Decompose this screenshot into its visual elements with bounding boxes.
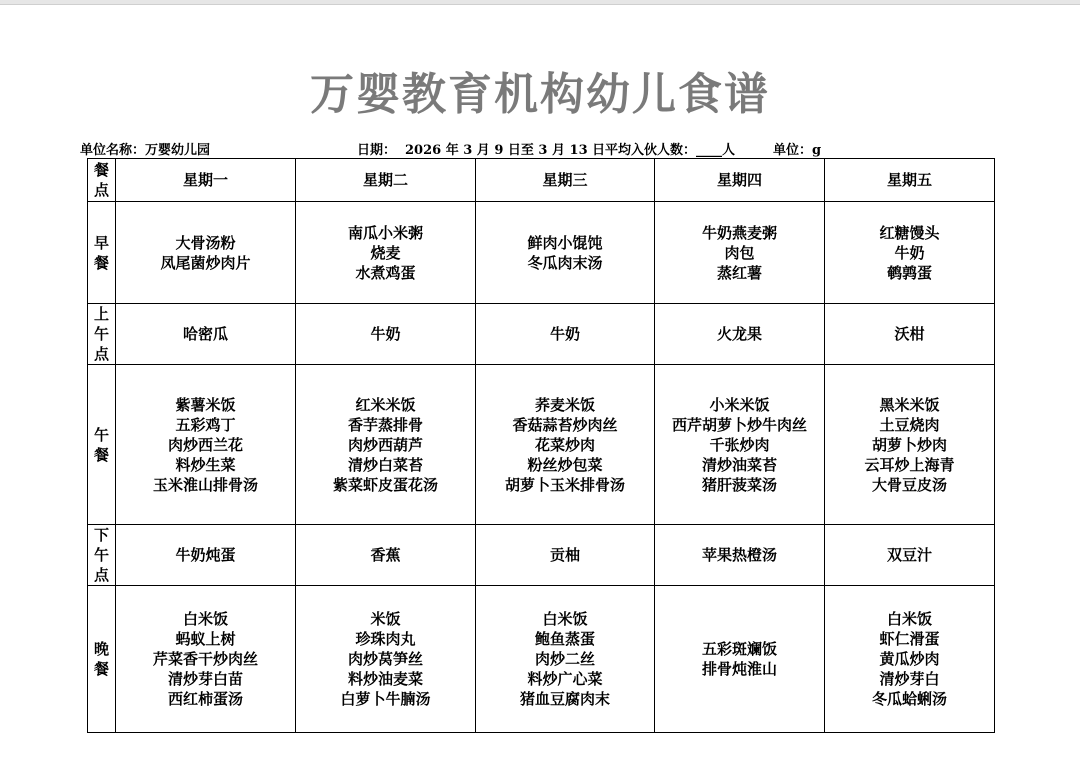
- dish-item: 西芹胡萝卜炒牛肉丝: [671, 415, 807, 434]
- menu-cell: [296, 525, 476, 586]
- dish-item: 香蕉: [370, 546, 401, 564]
- menu-cell: [476, 202, 655, 304]
- dish-item: 清炒芽白苗: [167, 670, 243, 688]
- dish-item: 清炒芽白: [879, 670, 940, 688]
- date-label: 日期：: [357, 143, 397, 158]
- dish-item: 苹果热橙汤: [701, 546, 777, 564]
- dish-item: 冬瓜肉末汤: [527, 253, 603, 272]
- dish-item: 胡萝卜炒肉: [871, 435, 947, 454]
- dish-item: 大骨汤粉: [175, 233, 236, 252]
- cell-line: 点: [93, 181, 109, 199]
- dish-item: 沃柑: [894, 325, 925, 343]
- day-header-wednesday: 星期三: [476, 159, 655, 202]
- meal-row: [88, 202, 995, 304]
- dish-item: 牛奶燕麦粥: [701, 223, 777, 242]
- menu-cell: [655, 365, 825, 525]
- meal-label-char: 早: [93, 233, 109, 252]
- menu-cell: [825, 525, 995, 586]
- meal-label-char: 下: [93, 526, 109, 544]
- dish-item: 肉炒西葫芦: [347, 435, 423, 454]
- dish-item: 牛奶: [549, 325, 580, 343]
- menu-cell: [476, 525, 655, 586]
- dish-item: 鹌鹑蛋: [886, 263, 932, 282]
- dish-item: 火龙果: [716, 325, 762, 343]
- dish-item: 香芋蒸排骨: [347, 415, 423, 434]
- meal-column-header: [88, 159, 116, 202]
- dish-item: 珍珠肉丸: [355, 630, 416, 648]
- menu-table: [87, 158, 995, 733]
- dish-item: 米饭: [370, 610, 401, 628]
- dish-item: 贡柚: [549, 546, 580, 564]
- dish-item: 胡萝卜玉米排骨汤: [504, 475, 625, 494]
- dish-item: 红糖馒头: [879, 223, 940, 242]
- menu-cell: [825, 586, 995, 733]
- page-title: 万婴教育机构幼儿食谱: [310, 69, 770, 120]
- menu-cell: [825, 304, 995, 365]
- dish-item: 凤尾菌炒肉片: [160, 253, 251, 272]
- dish-item: 猪肝菠菜汤: [701, 475, 777, 494]
- meal-label-cell: [88, 586, 116, 733]
- unit-name: 单位名称：万婴幼儿园: [80, 143, 211, 158]
- dish-item: 牛奶: [894, 243, 925, 262]
- meal-label-char: 午: [93, 425, 109, 444]
- dish-item: 哈密瓜: [182, 325, 228, 343]
- dish-item: 水煮鸡蛋: [355, 263, 416, 282]
- dish-item: 虾仁滑蛋: [879, 630, 940, 648]
- meal-label-cell: [88, 304, 116, 365]
- dish-item: 白米饭: [182, 610, 228, 628]
- meal-label-char: 午: [93, 546, 109, 564]
- dish-item: 双豆汁: [886, 546, 932, 564]
- dish-item: 五彩斑斓饭: [701, 640, 777, 658]
- dish-item: 猪血豆腐肉末: [519, 690, 610, 708]
- top-border: [0, 0, 1080, 5]
- meal-label-char: 午: [93, 325, 109, 343]
- meal-label-cell: [88, 525, 116, 586]
- dish-item: 大骨豆皮汤: [871, 475, 947, 494]
- dish-item: 鲍鱼蒸蛋: [534, 630, 595, 648]
- dish-item: 白米饭: [886, 610, 932, 628]
- meal-label-char: 上: [93, 305, 109, 323]
- meal-label-char: 餐: [93, 660, 109, 678]
- day-header-friday: 星期五: [825, 159, 995, 202]
- unit-measure: 单位：g: [773, 143, 822, 158]
- dish-item: 料炒油麦菜: [347, 670, 423, 688]
- dish-item: 肉炒西兰花: [167, 435, 243, 454]
- dish-item: 排骨炖淮山: [701, 660, 777, 678]
- dish-item: 黑米米饭: [879, 395, 940, 414]
- dish-item: 牛奶: [370, 325, 401, 343]
- dish-item: 玉米淮山排骨汤: [152, 475, 258, 494]
- dish-item: 白米饭: [542, 610, 588, 628]
- menu-cell: [825, 202, 995, 304]
- menu-cell: [116, 365, 296, 525]
- dish-item: 料炒广心菜: [527, 670, 603, 688]
- dish-item: 蒸红薯: [716, 263, 762, 282]
- dish-item: 肉包: [724, 243, 755, 262]
- dish-item: 芹菜香干炒肉丝: [152, 650, 258, 668]
- dish-item: 紫菜虾皮蛋花汤: [332, 475, 438, 494]
- dish-item: 清炒白菜苔: [347, 455, 423, 474]
- dish-item: 肉炒二丝: [534, 650, 595, 668]
- dish-item: 黄瓜炒肉: [879, 650, 940, 668]
- dish-item: 土豆烧肉: [879, 415, 940, 434]
- meal-row: [88, 525, 995, 586]
- menu-cell: [296, 304, 476, 365]
- meal-label-char: 晚: [93, 640, 109, 658]
- menu-cell: [476, 304, 655, 365]
- menu-cell: [655, 304, 825, 365]
- meal-label-cell: [88, 202, 116, 304]
- dish-item: 牛奶炖蛋: [175, 546, 236, 564]
- menu-cell: [655, 202, 825, 304]
- menu-cell: [296, 586, 476, 733]
- menu-cell: [116, 525, 296, 586]
- dish-item: 紫薯米饭: [175, 395, 236, 414]
- dish-item: 冬瓜蛤蜊汤: [871, 690, 947, 708]
- menu-cell: [825, 365, 995, 525]
- dish-item: 千张炒肉: [709, 435, 770, 454]
- dish-item: 蚂蚁上树: [175, 630, 236, 648]
- meal-label-char: 点: [93, 345, 109, 363]
- meal-row: [88, 586, 995, 733]
- meal-label-cell: [88, 365, 116, 525]
- dish-item: 鲜肉小馄饨: [527, 233, 603, 252]
- menu-cell: [476, 365, 655, 525]
- dish-item: 白萝卜牛腩汤: [340, 690, 431, 708]
- dish-item: 粉丝炒包菜: [527, 455, 603, 474]
- dish-item: 香菇蒜苔炒肉丝: [512, 415, 618, 434]
- meal-label-char: 点: [93, 566, 109, 584]
- meal-row: [88, 304, 995, 365]
- menu-cell: [116, 586, 296, 733]
- cell-line: 餐: [93, 161, 109, 179]
- menu-cell: [655, 586, 825, 733]
- day-header-thursday: 星期四: [655, 159, 825, 202]
- day-header-monday: 星期一: [116, 159, 296, 202]
- dish-item: 肉炒莴笋丝: [347, 650, 423, 668]
- day-header-tuesday: 星期二: [296, 159, 476, 202]
- meal-label-char: 餐: [93, 253, 109, 272]
- header-row: [88, 159, 995, 202]
- date-value: 2026 年 3 月 9 日至 3 月 13 日: [405, 143, 606, 158]
- dish-item: 烧麦: [370, 243, 401, 262]
- menu-cell: [655, 525, 825, 586]
- menu-cell: [296, 202, 476, 304]
- dish-item: 红米米饭: [355, 395, 416, 414]
- dish-item: 云耳炒上海青: [864, 455, 955, 474]
- dish-item: 小米米饭: [709, 395, 770, 414]
- menu-cell: [476, 586, 655, 733]
- dish-item: 花菜炒肉: [534, 435, 595, 454]
- menu-cell: [116, 202, 296, 304]
- meal-label-char: 餐: [93, 445, 109, 464]
- dish-item: 荞麦米饭: [534, 395, 595, 414]
- meal-row: [88, 365, 995, 525]
- dish-item: 南瓜小米粥: [347, 223, 423, 242]
- dish-item: 清炒油菜苔: [701, 455, 777, 474]
- menu-cell: [116, 304, 296, 365]
- dish-item: 西红柿蛋汤: [167, 690, 243, 708]
- average-attendance: 平均入伙人数：____人: [605, 143, 736, 158]
- dish-item: 五彩鸡丁: [175, 415, 236, 434]
- dish-item: 料炒生菜: [175, 455, 236, 474]
- menu-cell: [296, 365, 476, 525]
